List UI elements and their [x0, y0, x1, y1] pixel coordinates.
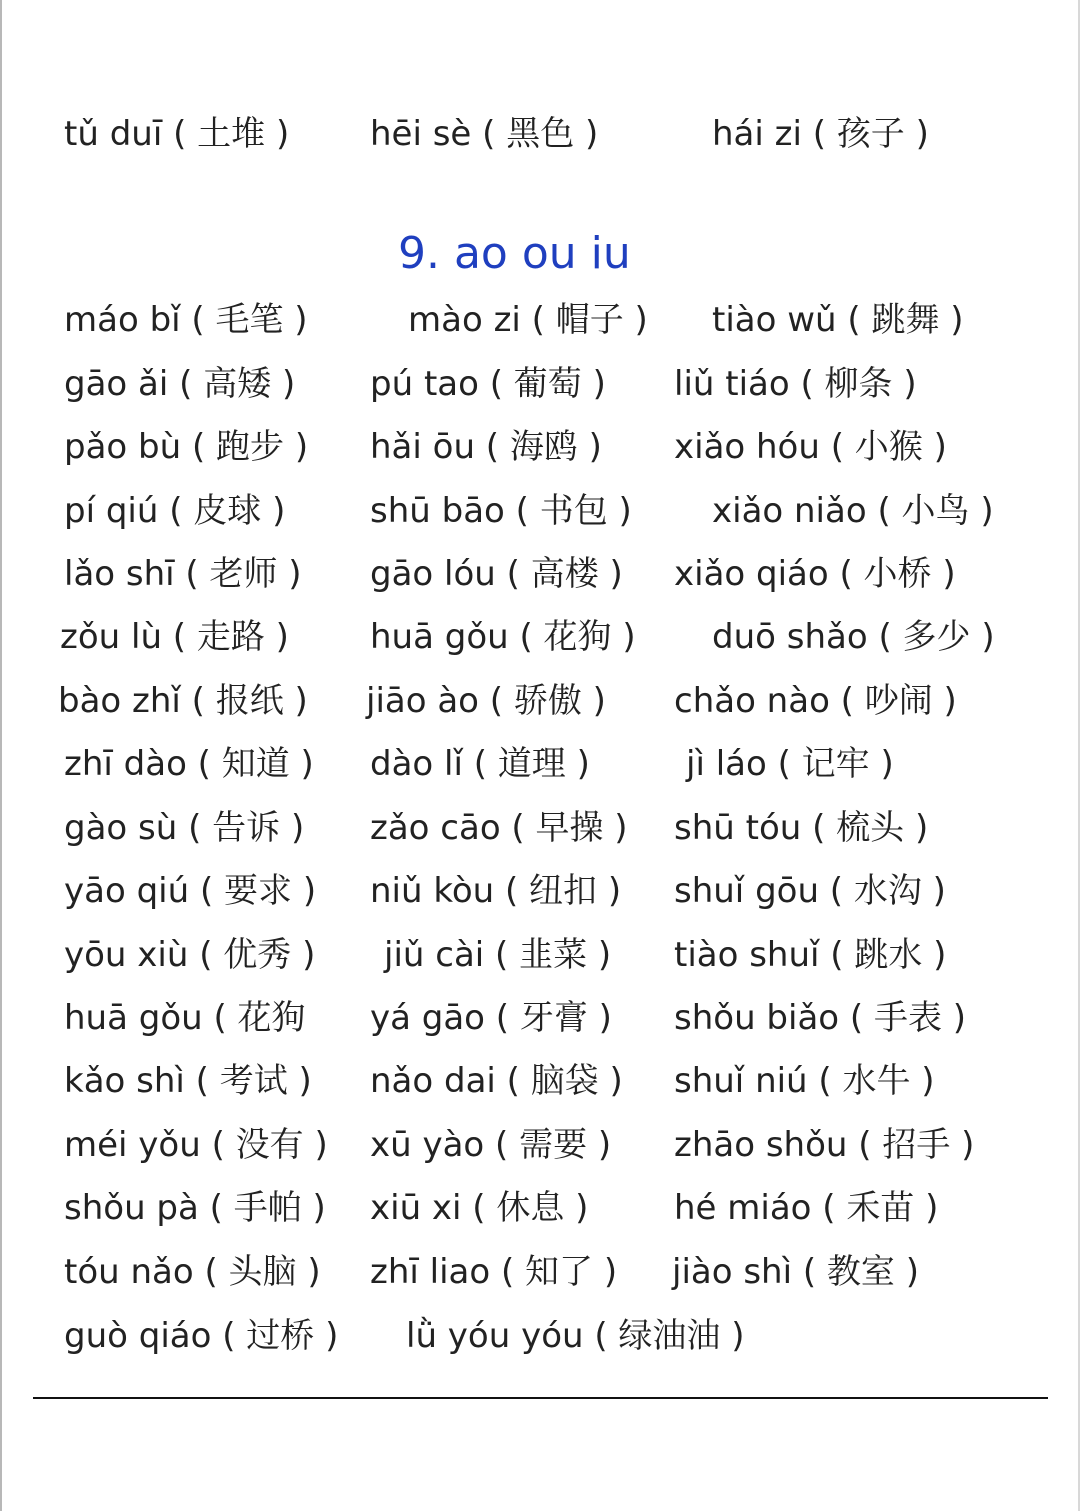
word-row: [0, 550, 1080, 598]
word-entry: pǎo bù ( 跑步 ): [64, 427, 309, 467]
word-entry: shuǐ niú ( 水牛 ): [674, 1061, 935, 1101]
word-row: [0, 677, 1080, 725]
word-entry: pú tao ( 葡萄 ): [370, 364, 606, 404]
section-title: 9. ao ou iu: [398, 228, 631, 279]
word-entry: tǔ duī ( 土堆 ): [64, 114, 290, 154]
word-entry: mào zi ( 帽子 ): [408, 300, 648, 340]
word-row: [0, 613, 1080, 661]
word-entry: hǎi ōu ( 海鸥 ): [370, 427, 602, 467]
word-entry: méi yǒu ( 没有 ): [64, 1125, 328, 1165]
word-entry: gāo lóu ( 高楼 ): [370, 554, 623, 594]
word-entry: zhāo shǒu ( 招手 ): [674, 1125, 975, 1165]
word-row: [0, 296, 1080, 344]
word-entry: yāo qiú ( 要求 ): [64, 871, 317, 911]
word-entry: hái zi ( 孩子 ): [712, 114, 929, 154]
word-row: [0, 740, 1080, 788]
word-row: [0, 110, 1080, 158]
word-row: [0, 423, 1080, 471]
word-entry: kǎo shì ( 考试 ): [64, 1061, 312, 1101]
word-entry: hēi sè ( 黑色 ): [370, 114, 599, 154]
word-entry: yá gāo ( 牙膏 ): [370, 998, 612, 1038]
word-row: [0, 1248, 1080, 1296]
word-row: [0, 1057, 1080, 1105]
word-entry: gāo ǎi ( 高矮 ): [64, 364, 296, 404]
word-entry: zǒu lù ( 走路 ): [60, 617, 289, 657]
word-entry: jì láo ( 记牢 ): [686, 744, 894, 784]
word-entry: chǎo nào ( 吵闹 ): [674, 681, 957, 721]
word-entry: yōu xiù ( 优秀 ): [64, 935, 316, 975]
word-entry: xiǎo hóu ( 小猴 ): [674, 427, 947, 467]
word-row: [0, 487, 1080, 535]
word-entry: zǎo cāo ( 早操 ): [370, 808, 628, 848]
bottom-divider: [33, 1397, 1048, 1399]
word-entry: xiǎo niǎo ( 小鸟 ): [712, 491, 994, 531]
word-entry: dào lǐ ( 道理 ): [370, 744, 590, 784]
word-entry: duō shǎo ( 多少 ): [712, 617, 995, 657]
word-entry: liǔ tiáo ( 柳条 ): [674, 364, 917, 404]
word-entry: huā gǒu ( 花狗: [64, 998, 306, 1038]
word-entry: xiǎo qiáo ( 小桥 ): [674, 554, 956, 594]
word-entry: shū tóu ( 梳头 ): [674, 808, 929, 848]
word-entry: jiāo ào ( 骄傲 ): [366, 681, 606, 721]
word-entry: zhī dào ( 知道 ): [64, 744, 314, 784]
word-entry: shuǐ gōu ( 水沟 ): [674, 871, 946, 911]
word-entry: tiào shuǐ ( 跳水 ): [674, 935, 947, 975]
word-entry: shǒu biǎo ( 手表 ): [674, 998, 967, 1038]
word-entry: máo bǐ ( 毛笔 ): [64, 300, 308, 340]
word-row: [0, 931, 1080, 979]
word-entry: huā gǒu ( 花狗 ): [370, 617, 636, 657]
word-entry: lǜ yóu yóu ( 绿油油 ): [406, 1316, 745, 1356]
word-entry: shū bāo ( 书包 ): [370, 491, 632, 531]
word-row: [0, 1121, 1080, 1169]
word-entry: tiào wǔ ( 跳舞 ): [712, 300, 964, 340]
word-row: [0, 360, 1080, 408]
word-entry: shǒu pà ( 手帕 ): [64, 1188, 326, 1228]
word-row: [0, 1312, 1080, 1360]
word-entry: pí qiú ( 皮球 ): [64, 491, 286, 531]
word-entry: guò qiáo ( 过桥 ): [64, 1316, 339, 1356]
word-entry: xiū xi ( 休息 ): [370, 1188, 589, 1228]
word-row: [0, 804, 1080, 852]
word-row: [0, 867, 1080, 915]
word-entry: nǎo dai ( 脑袋 ): [370, 1061, 623, 1101]
word-entry: lǎo shī ( 老师 ): [64, 554, 302, 594]
word-entry: gào sù ( 告诉 ): [64, 808, 305, 848]
word-entry: hé miáo ( 禾苗 ): [674, 1188, 939, 1228]
word-entry: niǔ kòu ( 纽扣 ): [370, 871, 622, 911]
word-row: [0, 1184, 1080, 1232]
word-entry: jiào shì ( 教室 ): [672, 1252, 919, 1292]
word-entry: xū yào ( 需要 ): [370, 1125, 612, 1165]
word-entry: jiǔ cài ( 韭菜 ): [384, 935, 612, 975]
word-row: [0, 994, 1080, 1042]
word-entry: bào zhǐ ( 报纸 ): [58, 681, 308, 721]
word-entry: tóu nǎo ( 头脑 ): [64, 1252, 321, 1292]
word-entry: zhī liao ( 知了 ): [370, 1252, 618, 1292]
